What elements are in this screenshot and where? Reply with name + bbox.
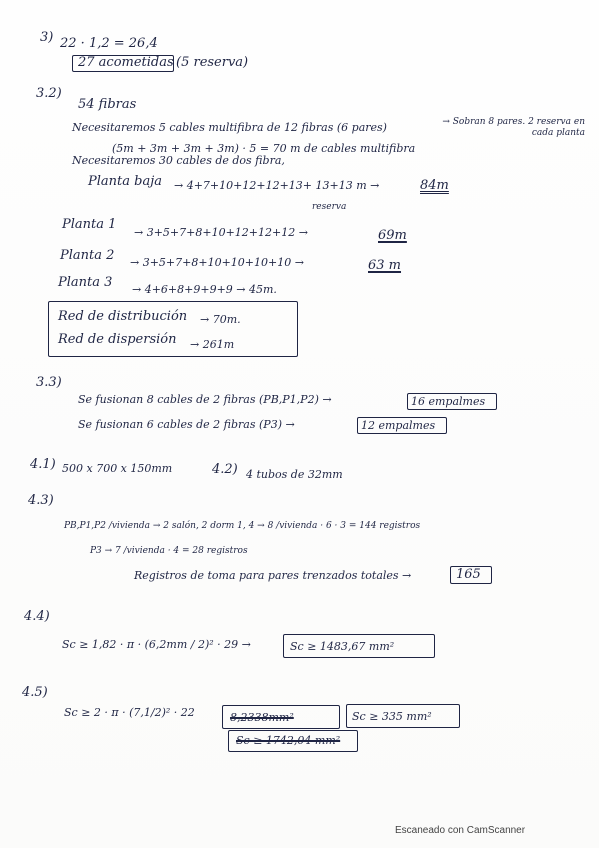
floor-calc: → 3+5+7+8+10+10+10+10 → [130, 256, 304, 269]
section-3-2-number: 3.2) [36, 86, 62, 101]
floor-label: Planta 1 [62, 217, 117, 232]
section-3-result: 27 acometidas [78, 55, 174, 70]
reserve-note: reserva [312, 202, 347, 212]
section-3-3-number: 3.3) [36, 375, 62, 390]
section-4-2-number: 4.2) [212, 462, 238, 477]
multifiber-length-calc: (5m + 3m + 3m + 3m) · 5 = 70 m de cables multifibra [112, 142, 416, 155]
floor-result: 69m [378, 228, 407, 243]
two-fiber-cables-line: Necesitaremos 30 cables de dos fibra, [72, 154, 285, 167]
floor-label: Planta 2 [60, 248, 115, 263]
distribution-label: Red de distribución [58, 309, 188, 324]
spare-pairs-note: → Sobran 8 pares. 2 reserva en cada planta [442, 117, 585, 138]
fusion-result: 16 empalmes [411, 395, 486, 408]
floor-label: Planta baja [88, 174, 162, 189]
section-4-5-number: 4.5) [22, 685, 48, 700]
fusion-line: Se fusionan 6 cables de 2 fibras (P3) → [78, 418, 295, 431]
crossed-result: 8,2338mm² [230, 711, 294, 724]
registers-total-line: Registros de toma para pares trenzados totales → [134, 569, 412, 582]
floor-result: 84m [420, 178, 449, 193]
multifiber-cables-line: Necesitaremos 5 cables multifibra de 12 fibras (6 pares) [72, 121, 387, 134]
section-result: Sc ≥ 335 mm² [352, 710, 432, 723]
floor-calc: → 4+6+8+9+9+9 → 45m. [132, 283, 277, 296]
registers-result: 165 [456, 567, 481, 582]
tubes-text: 4 tubos de 32mm [246, 468, 343, 481]
section-4-1-number: 4.1) [30, 457, 56, 472]
fusion-line: Se fusionan 8 cables de 2 fibras (PB,P1,P2) → [78, 393, 332, 406]
floor-calc: → 4+7+10+12+12+13+ 13+13 m → [174, 179, 380, 192]
section-formula: Sc ≥ 1,82 · π · (6,2mm / 2)² · 29 → [62, 638, 251, 651]
dispersion-value: → 261m [190, 338, 235, 351]
section-result: Sc ≥ 1483,67 mm² [290, 640, 395, 653]
distribution-value: → 70m. [200, 313, 241, 326]
dispersion-label: Red de dispersión [58, 332, 177, 347]
section-3-number: 3) [40, 30, 54, 45]
registers-line: P3 → 7 /vivienda · 4 = 28 registros [90, 546, 248, 556]
crossed-result: Sc ≥ 1742,04 mm² [236, 734, 341, 747]
section-formula: Sc ≥ 2 · π · (7,1/2)² · 22 [64, 706, 195, 719]
floor-label: Planta 3 [58, 275, 113, 290]
fusion-result: 12 empalmes [361, 419, 436, 432]
floor-result: 63 m [368, 258, 402, 273]
section-4-3-number: 4.3) [28, 493, 54, 508]
registers-line: PB,P1,P2 /vivienda → 2 salón, 2 dorm 1, 4 → 8 /vivienda · 6 · 3 = 144 registros [64, 521, 421, 531]
section-3-calc: 22 · 1,2 = 26,4 [60, 36, 158, 51]
section-3-reserve: (5 reserva) [176, 55, 249, 70]
section-4-4-number: 4.4) [24, 609, 50, 624]
fibers-count: 54 fibras [78, 97, 137, 112]
floor-calc: → 3+5+7+8+10+12+12+12 → [134, 226, 308, 239]
scanner-footer: Escaneado con CamScanner [395, 825, 526, 836]
box-dimensions: 500 x 700 x 150mm [62, 462, 173, 475]
